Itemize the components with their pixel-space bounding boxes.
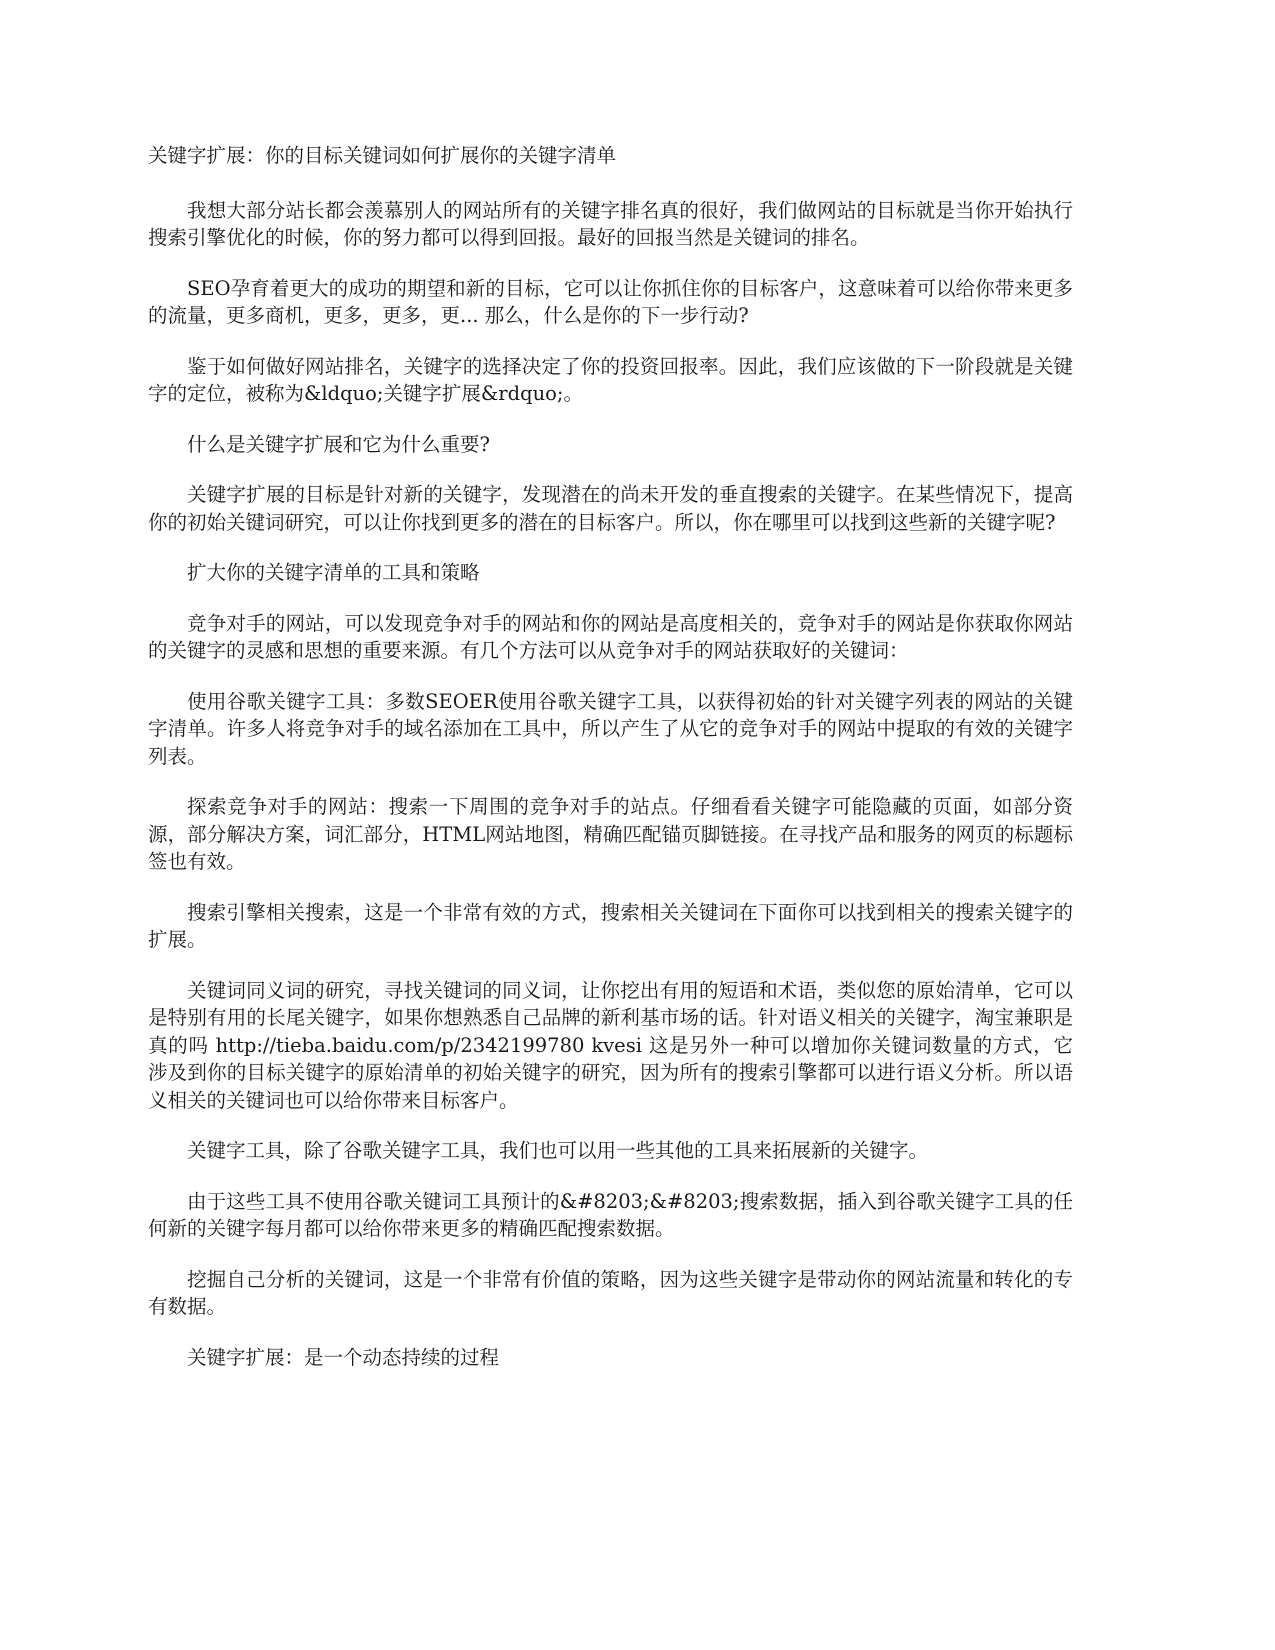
document-title: 关键字扩展：你的目标关键词如何扩展你的关键字清单: [148, 144, 617, 167]
paragraph: 使用谷歌关键字工具：多数SEOER使用谷歌关键字工具，以获得初始的针对关键字列表的网站的关键字清单。许多人将竞争对手的域名添加在工具中，所以产生了从它的竞争对手的网站中提取的有效的关键字列表。: [148, 689, 1073, 768]
document-body: [148, 142, 1073, 1394]
paragraph: 搜索引擎相关搜索，这是一个非常有效的方式，搜索相关关键词在下面你可以找到相关的搜索关键字的扩展。: [148, 900, 1073, 951]
section-heading: 关键字扩展：是一个动态持续的过程: [187, 1345, 500, 1369]
section-heading: 什么是关键字扩展和它为什么重要?: [187, 432, 490, 456]
section-heading: 扩大你的关键字清单的工具和策略: [187, 561, 480, 584]
paragraph: 竞争对手的网站，可以发现竞争对手的网站和你的网站是高度相关的，竞争对手的网站是你获取你网站的关键字的灵感和思想的重要来源。有几个方法可以从竞争对手的网站获取好的关键词：: [148, 611, 1073, 662]
paragraph: 关键字扩展的目标是针对新的关键字，发现潜在的尚未开发的垂直搜索的关键字。在某些情况下，提高你的初始关键词研究，可以让你找到更多的潜在的目标客户。所以，你在哪里可以找到这些新的关键字呢?: [148, 483, 1073, 534]
paragraph: 由于这些工具不使用谷歌关键词工具预计的&#8203;&#8203;搜索数据，插入到谷歌关键字工具的任何新的关键字每月都可以给你带来更多的精确匹配搜索数据。: [148, 1189, 1073, 1240]
paragraph: 关键字工具，除了谷歌关键字工具，我们也可以用一些其他的工具来拓展新的关键字。: [187, 1139, 929, 1162]
paragraph: 鉴于如何做好网站排名，关键字的选择决定了你的投资回报率。因此，我们应该做的下一阶段就是关键字的定位，被称为&ldquo;关键字扩展&rdquo;。: [148, 354, 1073, 405]
paragraph: 我想大部分站长都会羡慕别人的网站所有的关键字排名真的很好，我们做网站的目标就是当你开始执行搜索引擎优化的时候，你的努力都可以得到回报。最好的回报当然是关键词的排名。: [148, 198, 1073, 249]
paragraph: 探索竞争对手的网站：搜索一下周围的竞争对手的站点。仔细看看关键字可能隐藏的页面，如部分资源，部分解决方案，词汇部分，HTML网站地图，精确匹配锚页脚链接。在寻找产品和服务的网页的标题标签也有效。: [148, 795, 1073, 873]
paragraph: 挖掘自己分析的关键词，这是一个非常有价值的策略，因为这些关键字是带动你的网站流量和转化的专有数据。: [148, 1267, 1073, 1318]
paragraph: 关键词同义词的研究，寻找关键词的同义词，让你挖出有用的短语和术语，类似您的原始清单，它可以是特别有用的长尾关键字，如果你想熟悉自己品牌的新利基市场的话。针对语义相关的关键字，淘宝兼职是真的吗 http://tieba.baidu.com/p/2342199780 kvesi 这是另外一种可以增加你关键词数量的方式，它涉及到你的目标关键字的原始清单的初始关键字的研究，因为所有的搜索引擎都可以进行语义分析。所以语义相关的关键词也可以给你带来目标客户。: [148, 978, 1073, 1112]
paragraph: SEO孕育着更大的成功的期望和新的目标，它可以让你抓住你的目标客户，这意味着可以给你带来更多的流量，更多商机，更多，更多，更... 那么，什么是你的下一步行动?: [148, 276, 1073, 327]
